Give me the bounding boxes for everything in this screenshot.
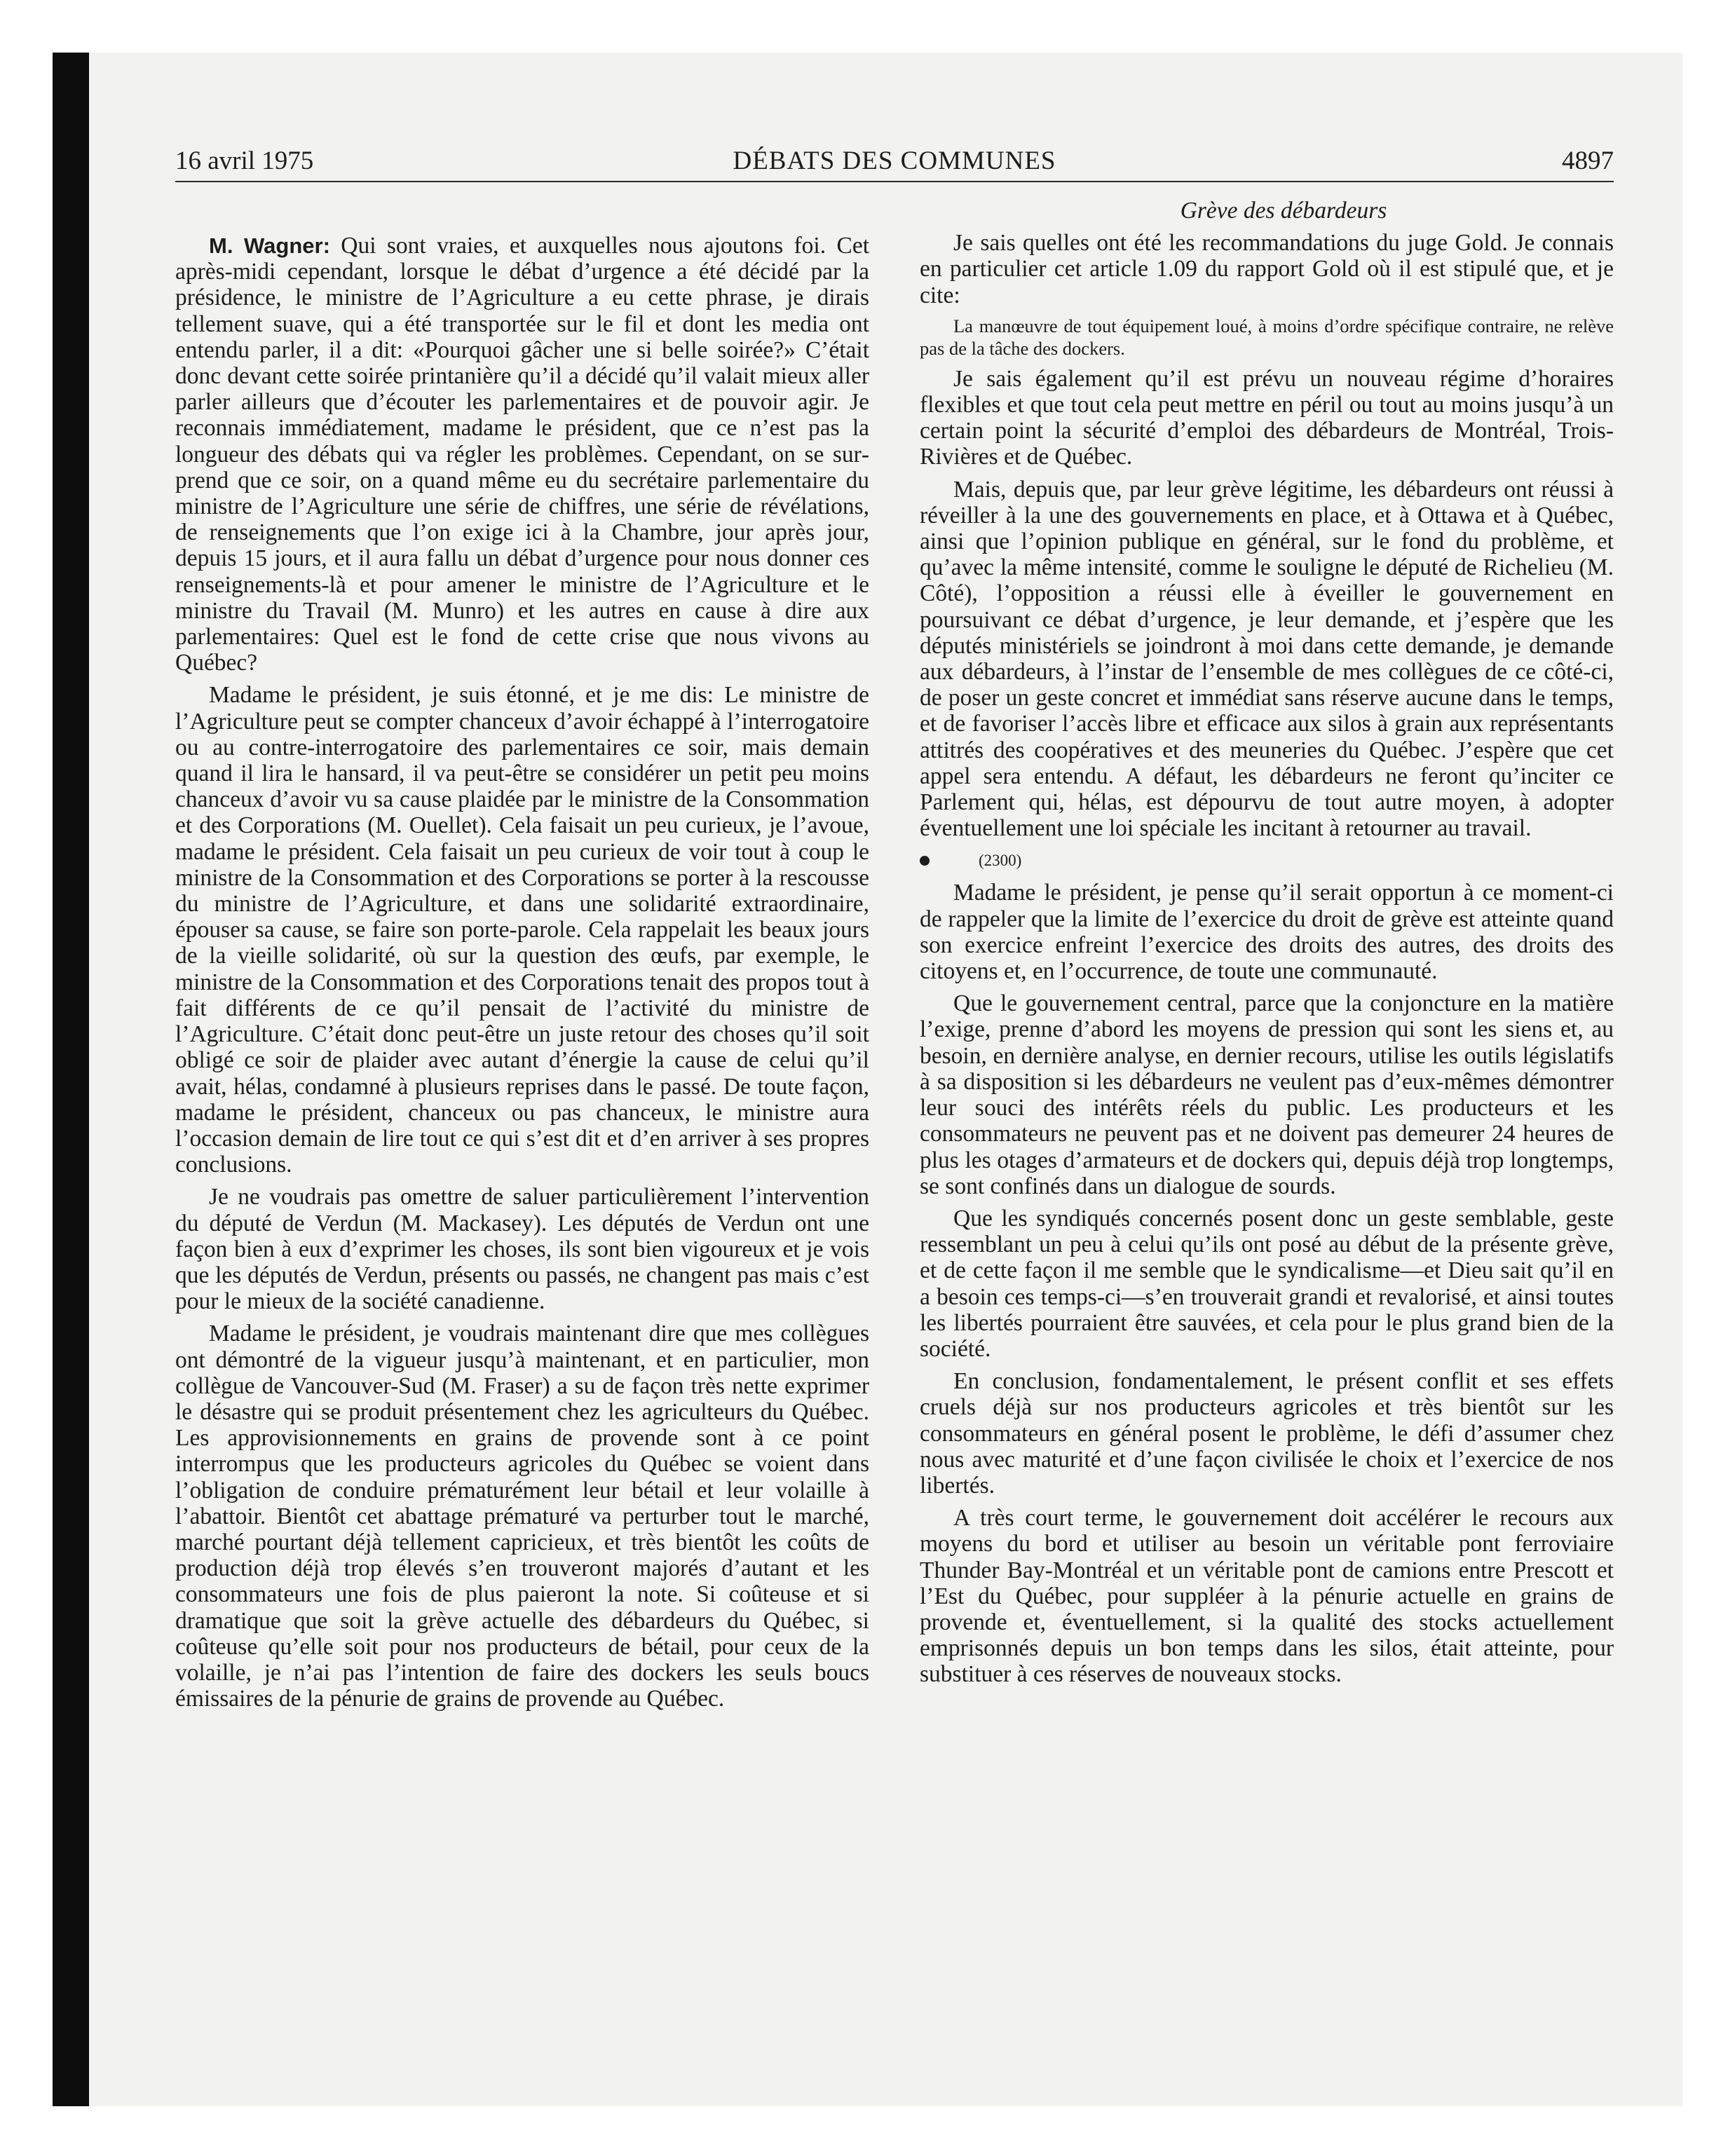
paragraph: Je ne voudrais pas omettre de saluer particulièrement l’intervention du député de Verdun (M. Mackasey). Les députés de Verdun ont une façon bien à eux d’exprimer les choses, ils sont bien vigoureux et je vois que les députés de Verdun, présents ou passés, ne changent pas mais c’est pour le mieux de la société canadienne. xyxy=(175,1184,869,1315)
paragraph: Que les syndiqués concernés posent donc un geste semblable, geste ressemblant un peu à celui qu’ils ont posé au début de la présente grève, et de cette façon il me semble que le syndicalisme—et Dieu sait qu’il en a besoin ces temps-ci—s’en trouverait grandi et revalorisé, et ainsi toutes les libertés pourraient être sauvées, et cela pour le plus grand bien de la société. xyxy=(920,1205,1614,1362)
right-column xyxy=(920,198,1614,1688)
paragraph xyxy=(175,233,869,676)
header-date: 16 avril 1975 xyxy=(175,146,314,175)
page-number: 4897 xyxy=(1562,146,1614,175)
header-divider xyxy=(175,181,1614,182)
paragraph: Je sais également qu’il est prévu un nouveau régime d’horaires flexibles et que tout cela peut mettre en péril ou tout au moins jusqu’à un certain point la sécurité d’emploi des débardeurs de Montréal, Trois-Rivières et de Québec. xyxy=(920,365,1614,470)
speaker-name: M. Wagner: xyxy=(209,233,330,258)
paragraph: Madame le président, je pense qu’il serait opportun à ce moment-ci de rappeler que la limite de l’exercice du droit de grève est atteinte quand son exercice enfreint l’exercice des droits des autres, des droits des citoyens et, en l’occurrence, de toute une communauté. xyxy=(920,880,1614,985)
bullet-icon xyxy=(920,856,930,866)
page-header xyxy=(175,140,1614,182)
time-marker xyxy=(920,847,1614,873)
binding-shadow xyxy=(53,53,89,2106)
paragraph-text: Qui sont vraies, et auxquelles nous ajoutons foi. Cet après-midi cependant, lorsque le débat d’urgence a été décidé par la présidence, le ministre de l’Agriculture a eu cette phrase, je dirais tellement suave, qui a été transportée sur le fil et dont les media ont entendu parler, il a dit: «Pourquoi gâcher une si belle soirée?» C’était donc devant cette soirée printanière qu’il a décidé qu’il valait mieux aller parler ailleurs que d’écouter les parlementaires et de pouvoir agir. Je reconnais immédiatement, madame le président, que ce n’est pas la longueur des débats qui va régler les problèmes. Cependant, on se surprend que ce soir, on a quand même eu du secrétaire parlementaire du ministre de l’Agriculture une série de chiffres, une série de révélations, de renseignements que l’on exige ici à la Chambre, jour après jour, depuis 15 jours, et il aura fallu un débat d’urgence pour nous donner ces renseignements-là et pour amener le ministre de l’Agriculture et le ministre du Travail (M. Munro) et les autres en cause à dire aux parlementaires: Quel est le fond de cette crise que nous vivons au Québec? xyxy=(175,233,869,676)
section-heading: Grève des débardeurs xyxy=(1180,198,1387,224)
paragraph: Mais, depuis que, par leur grève légitime, les débardeurs ont réussi à réveiller à la une des gouvernements en place, et à Ottawa et à Québec, ainsi que l’opinion publique en général, sur le fond du problème, et qu’avec la même intensité, comme le souligne le député de Richelieu (M. Côté), l’opposition a réussi elle à éveiller le gouvernement en poursuivant ce débat d’urgence, je leur demande, et j’espère que les députés ministériels se joindront à moi dans cette demande, je demande aux débardeurs, à l’instar de l’ensemble de mes collègues de ce côté-ci, de poser un geste concret et immédiat sans réserve aucune dans le temps, et de favoriser l’accès libre et efficace aux silos à grain aux représentants attitrés des coopératives et des meuneries du Québec. J’espère que cet appel sera entendu. A défaut, les débardeurs ne feront qu’inciter ce Parlement qui, hélas, est dépourvu de tout autre moyen, à adopter éventuellement une loi spéciale les incitant à retourner au travail. xyxy=(920,476,1614,842)
header-title: DÉBATS DES COMMUNES xyxy=(733,146,1056,175)
left-column xyxy=(175,233,869,1712)
block-quote: La manœuvre de tout équipement loué, à moins d’ordre spécifique contraire, ne relève pas de la tâche des dockers. xyxy=(920,315,1614,359)
paragraph: Madame le président, je suis étonné, et je me dis: Le ministre de l’Agriculture peut se compter chanceux d’avoir échappé à l’interrogatoire ou au contre-interrogatoire des parlementaires ce soir, mais demain quand il lira le hansard, il va peut-être se considérer un petit peu moins chanceux d’avoir vu sa cause plaidée par le ministre de la Consommation et des Corporations (M. Ouellet). Cela faisait un peu curieux, je l’avoue, madame le président. Cela faisait un peu curieux de voir tout à coup le ministre de la Consommation et des Corporations se porter à la rescousse du ministre de l’Agriculture, et dans une solidarité extraordinaire, épouser sa cause, se faire son porte-parole. Cela rappelait les beaux jours de la vieille solidarité, où sur la question des œufs, par exemple, le ministre de la Consommation et des Corporations tenait des propos tout à fait différents de ce qu’il pensait de l’activité du ministre de l’Agriculture. C’était donc peut-être un juste retour des choses qu’il soit obligé ce soir de plaider avec autant d’énergie la cause de celui qu’il avait, hélas, condamné à plusieurs reprises dans le passé. De toute façon, madame le président, chanceux ou pas chanceux, le ministre aura l’occasion demain de lire tout ce qui s’est dit et d’en arriver à ses propres conclusions. xyxy=(175,682,869,1178)
time-stamp: (2300) xyxy=(979,852,1022,870)
paragraph: Je sais quelles ont été les recommandations du juge Gold. Je connais en particulier cet article 1.09 du rapport Gold où il est stipulé que, et je cite: xyxy=(920,230,1614,308)
paragraph: Que le gouvernement central, parce que la conjoncture en la matière l’exige, prenne d’abord les moyens de pression qui sont les siens et, au besoin, en dernière analyse, en dernier recours, utilise les outils législatifs à sa disposition si les débardeurs ne veulent pas d’eux-mêmes démontrer leur souci des intérêts réels du public. Les producteurs et les consommateurs ne peuvent pas et ne doivent pas demeurer 24 heures de plus les otages d’armateurs et de dockers qui, depuis déjà trop longtemps, se sont confinés dans un dialogue de sourds. xyxy=(920,990,1614,1199)
paragraph: A très court terme, le gouvernement doit accélérer le recours aux moyens du bord et utiliser au besoin un véritable pont ferroviaire Thunder Bay-Montréal et un véritable pont de camions entre Prescott et l’Est du Québec, pour suppléer à la pénurie actuelle en grains de provende et, éventuellement, si la qualité des stocks actuellement emprisonnés depuis un bon temps dans les silos, était atteinte, pour substituer à ces réserves de nouveaux stocks. xyxy=(920,1505,1614,1688)
paragraph: En conclusion, fondamentalement, le présent conflit et ses effets cruels déjà sur nos producteurs agricoles et très bientôt sur les consommateurs en général posent le problème, le défi d’assumer chez nous avec maturité et d’une façon civilisée le choix et l’exercice de nos libertés. xyxy=(920,1368,1614,1499)
paragraph: Madame le président, je voudrais maintenant dire que mes collègues ont démontré de la vigueur jusqu’à maintenant, et en particulier, mon collègue de Vancouver-Sud (M. Fraser) a su de façon très nette exprimer le désastre qui se produit présentement chez les agriculteurs du Québec. Les approvisionnements en grains de provende sont à ce point interrompus que les producteurs agricoles du Québec se voient dans l’obligation de conduire prématurément leur bétail et leur volaille à l’abattoir. Bientôt cet abattage prématuré va perturber tout le marché, marché pourtant déjà tellement capricieux, et très bientôt les coûts de production déjà trop élevés s’en trouveront majorés d’autant et les consommateurs une fois de plus paieront la note. Si coûteuse et si dramatique que soit la grève actuelle des débardeurs du Québec, si coûteuse qu’elle soit pour nos producteurs de bétail, pour ceux de la volaille, je n’ai pas l’intention de faire des dockers les seuls boucs émissaires de la pénurie de grains de provende au Québec. xyxy=(175,1321,869,1712)
